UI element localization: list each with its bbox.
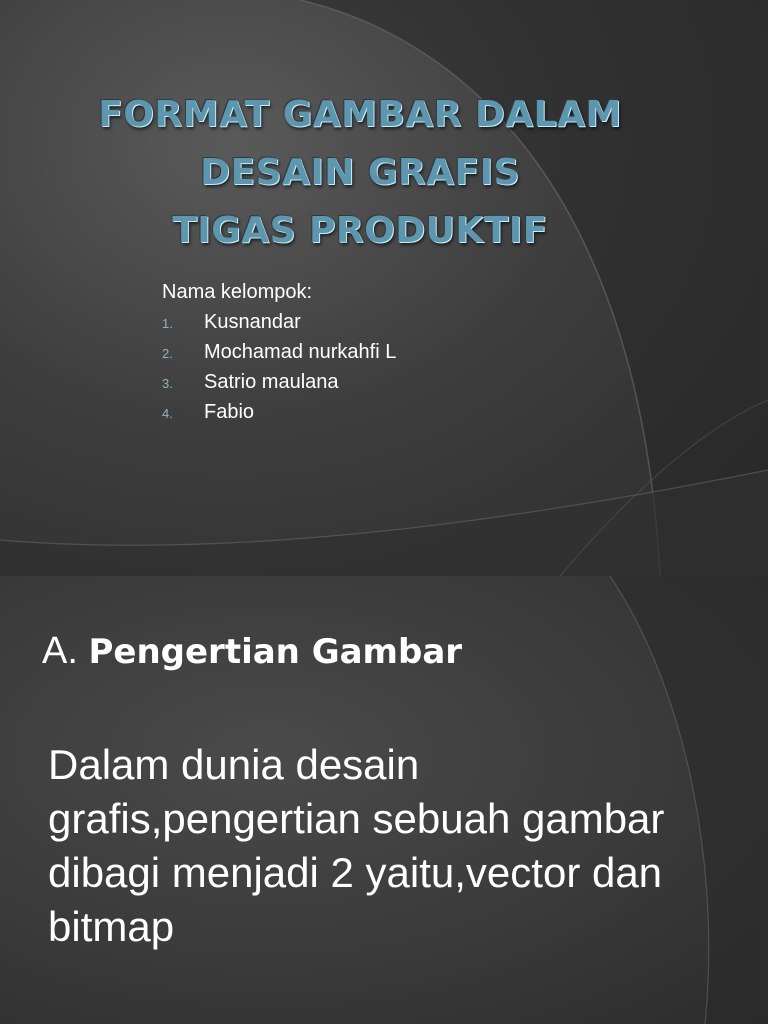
list-item (162, 338, 582, 368)
title-line: DESAIN GRAFIS (200, 152, 520, 193)
section-heading (42, 628, 462, 675)
list-item (162, 308, 582, 338)
member-list (162, 308, 582, 428)
title-line: FORMAT GAMBAR DALAM (98, 94, 622, 135)
list-number: 3. (162, 376, 173, 391)
list-number: 4. (162, 406, 173, 421)
member-name: Mochamad nurkahfi L (204, 341, 397, 363)
body-paragraph: Dalam dunia desain grafis,pengertian sebuah gambar dibagi menjadi 2 yaitu,vector dan bitmap (48, 741, 665, 950)
members-heading: Nama kelompok: (162, 281, 313, 303)
list-item (162, 398, 582, 428)
member-name: Satrio maulana (204, 371, 339, 393)
section-heading-prefix: A. (42, 630, 89, 672)
list-item (162, 368, 582, 398)
slide-title (60, 86, 660, 260)
section-heading-text: Pengertian Gambar (88, 632, 463, 672)
member-name: Kusnandar (204, 311, 301, 333)
member-name: Fabio (204, 401, 255, 423)
member-list-block (162, 279, 582, 428)
title-line: TIGAS PRODUKTIF (172, 210, 548, 251)
list-number: 1. (162, 316, 173, 331)
list-number: 2. (162, 346, 173, 361)
